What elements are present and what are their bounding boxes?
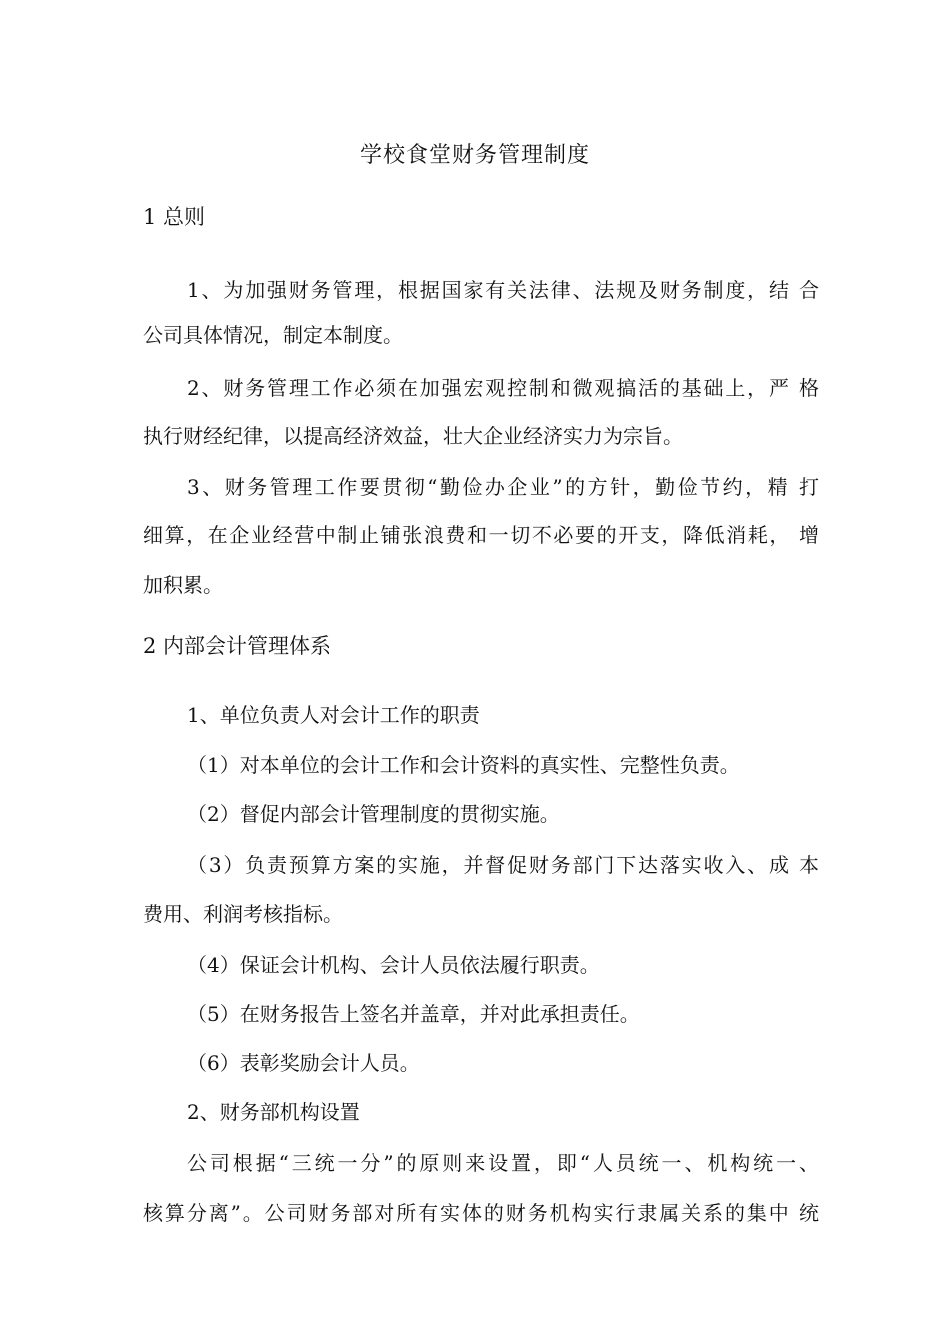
list-item: （6）表彰奖励会计人员。 — [187, 1051, 420, 1075]
section-heading-general: 1 总则 — [143, 205, 206, 229]
list-item: （2）督促内部会计管理制度的贯彻实施。 — [187, 802, 560, 826]
paragraph-line: 加积累。 — [143, 573, 223, 597]
list-item: 1、单位负责人对会计工作的职责 — [187, 703, 480, 727]
list-item: 2、财务部机构设置 — [187, 1100, 360, 1124]
paragraph-line: 细算，在企业经营中制止铺张浪费和一切不必要的开支，降低消耗， 增 — [143, 523, 819, 547]
paragraph-line: 3、财务管理工作要贯彻“勤俭办企业”的方针，勤俭节约，精 打 — [187, 475, 819, 499]
list-item: （4）保证会计机构、会计人员依法履行职责。 — [187, 953, 600, 977]
paragraph-line: 执行财经纪律，以提高经济效益，壮大企业经济实力为宗旨。 — [143, 424, 683, 448]
list-item: （5）在财务报告上签名并盖章，并对此承担责任。 — [187, 1002, 640, 1026]
paragraph-line: 1、为加强财务管理，根据国家有关法律、法规及财务制度，结 合 — [187, 278, 819, 302]
list-item: （3）负责预算方案的实施，并督促财务部门下达落实收入、成 本 — [187, 853, 819, 877]
list-item: （1）对本单位的会计工作和会计资料的真实性、完整性负责。 — [187, 753, 740, 777]
paragraph-line: 费用、利润考核指标。 — [143, 902, 343, 926]
paragraph-line: 2、财务管理工作必须在加强宏观控制和微观搞活的基础上，严 格 — [187, 376, 819, 400]
paragraph-line: 公司具体情况，制定本制度。 — [143, 323, 403, 347]
paragraph-line: 核算分离”。公司财务部对所有实体的财务机构实行隶属关系的集中 统 — [143, 1201, 819, 1225]
section-heading-accounting-system: 2 内部会计管理体系 — [143, 634, 332, 658]
paragraph-line: 公司根据“三统一分”的原则来设置，即“人员统一、机构统一、 — [187, 1151, 819, 1175]
document-title: 学校食堂财务管理制度 — [359, 143, 590, 168]
